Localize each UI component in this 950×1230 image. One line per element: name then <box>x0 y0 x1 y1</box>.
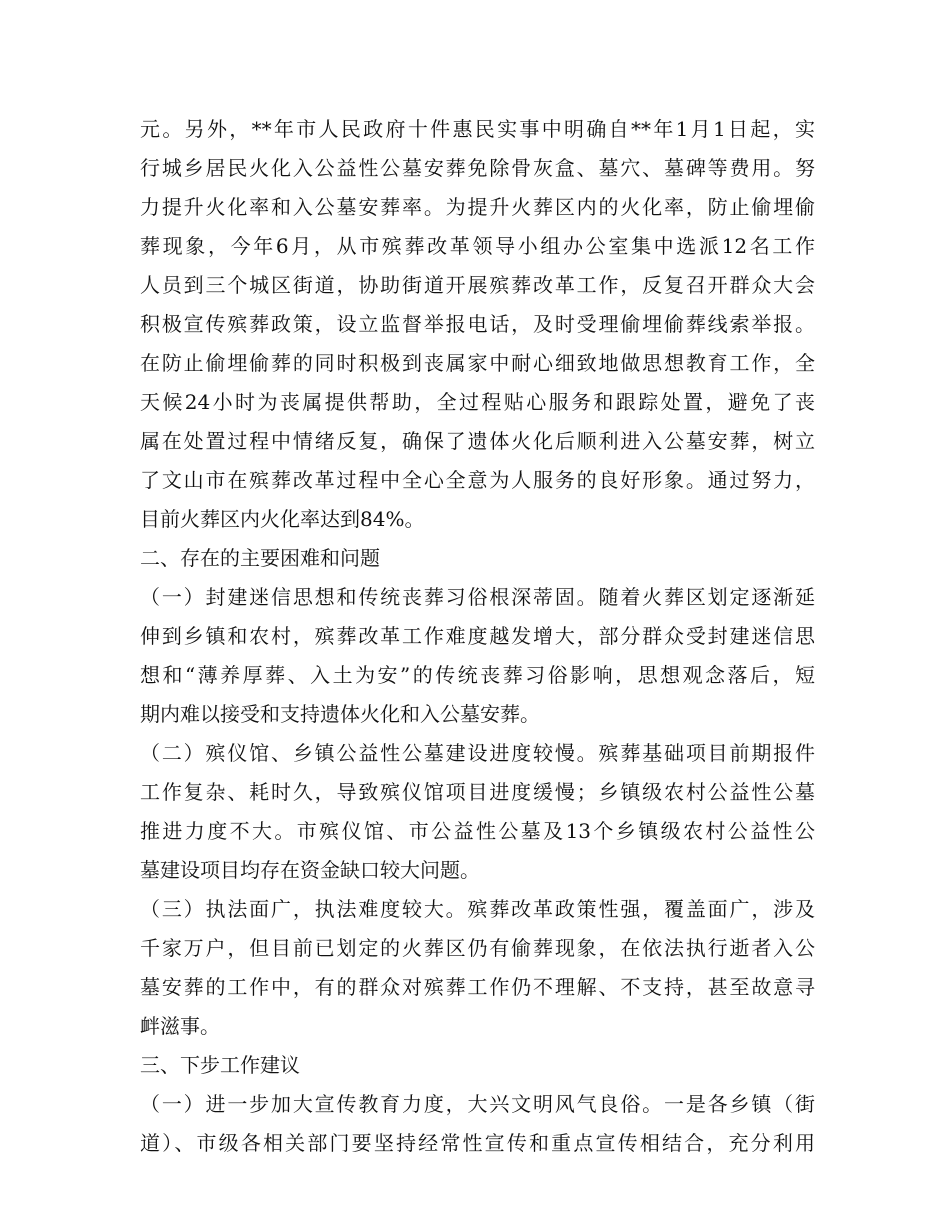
text-line: 了文山市在殡葬改革过程中全心全意为人服务的良好形象。通过努力， <box>140 468 815 492</box>
text-line: 想和“薄养厚葬、入土为安”的传统丧葬习俗影响，思想观念落后，短 <box>140 663 815 687</box>
text-line: 积极宣传殡葬政策，设立监督举报电话，及时受理偷埋偷葬线索举报。 <box>140 312 815 336</box>
text-line: 葬现象，今年6月，从市殡葬改革领导小组办公室集中选派12名工作 <box>140 234 815 258</box>
document-body <box>140 110 815 1163</box>
text-line: 天候24小时为丧属提供帮助，全过程贴心服务和跟踪处置，避免了丧 <box>140 390 815 414</box>
text-line: 力提升火化率和入公墓安葬率。为提升火葬区内的火化率，防止偷埋偷 <box>140 195 815 219</box>
text-line: 人员到三个城区街道，协助街道开展殡葬改革工作，反复召开群众大会 <box>140 273 815 297</box>
text-line: （一）封建迷信思想和传统丧葬习俗根深蒂固。随着火葬区划定逐渐延 <box>140 585 815 609</box>
text-line: 元。另外，**年市人民政府十件惠民实事中明确自**年1月1日起，实 <box>140 117 815 141</box>
text-line: 墓安葬的工作中，有的群众对殡葬工作仍不理解、不支持，甚至故意寻 <box>140 975 815 999</box>
text-line: 三、下步工作建议 <box>140 1053 300 1077</box>
text-line: （三）执法面广，执法难度较大。殡葬改革政策性强，覆盖面广，涉及 <box>140 897 815 921</box>
text-line: 道）、市级各相关部门要坚持经常性宣传和重点宣传相结合，充分利用 <box>140 1131 815 1155</box>
text-line: 在防止偷埋偷葬的同时积极到丧属家中耐心细致地做思想教育工作，全 <box>140 351 815 375</box>
text-line: 伸到乡镇和农村，殡葬改革工作难度越发增大，部分群众受封建迷信思 <box>140 624 815 648</box>
text-line: （二）殡仪馆、乡镇公益性公墓建设进度较慢。殡葬基础项目前期报件 <box>140 741 815 765</box>
text-line: （一）进一步加大宣传教育力度，大兴文明风气良俗。一是各乡镇（街 <box>140 1092 815 1116</box>
text-line: 二、存在的主要困难和问题 <box>140 546 380 570</box>
text-line: 属在处置过程中情绪反复，确保了遗体火化后顺利进入公墓安葬，树立 <box>140 429 815 453</box>
text-line: 墓建设项目均存在资金缺口较大问题。 <box>140 858 480 882</box>
text-line: 目前火葬区内火化率达到84%。 <box>140 507 425 531</box>
text-line: 千家万户，但目前已划定的火葬区仍有偷葬现象，在依法执行逝者入公 <box>140 936 815 960</box>
text-line: 衅滋事。 <box>140 1014 220 1038</box>
text-line: 行城乡居民火化入公益性公墓安葬免除骨灰盒、墓穴、墓碑等费用。努 <box>140 156 815 180</box>
text-line: 期内难以接受和支持遗体火化和入公墓安葬。 <box>140 702 540 726</box>
text-line: 推进力度不大。市殡仪馆、市公益性公墓及13个乡镇级农村公益性公 <box>140 819 815 843</box>
text-line: 工作复杂、耗时久，导致殡仪馆项目进度缓慢；乡镇级农村公益性公墓 <box>140 780 815 804</box>
